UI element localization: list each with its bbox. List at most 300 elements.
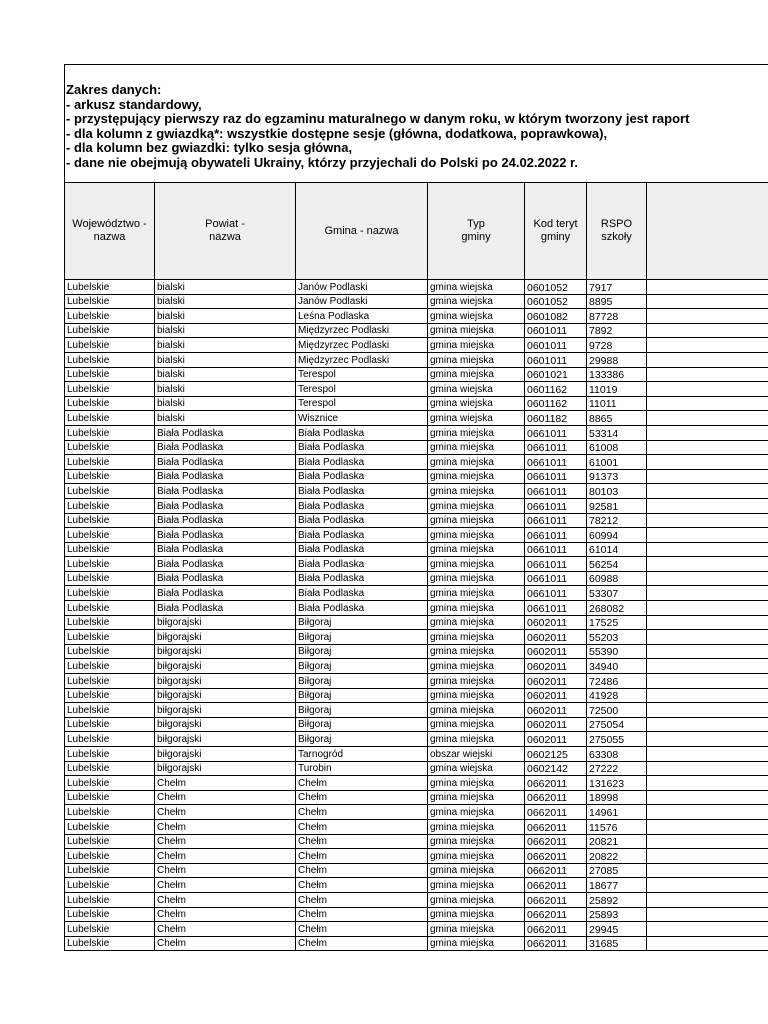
cell-kod-teryt: 0662011	[525, 834, 587, 849]
cell-wojewodztwo: Lubelskie	[65, 352, 155, 367]
cell-rspo: 18677	[587, 878, 647, 893]
cell-typ-gminy: gmina miejska	[428, 557, 525, 572]
cell-powiat: bialski	[155, 411, 296, 426]
cell-powiat: Biała Podlaska	[155, 601, 296, 616]
cell-powiat: biłgorajski	[155, 717, 296, 732]
cell-typ-gminy: gmina miejska	[428, 542, 525, 557]
cell-kod-teryt: 0601162	[525, 382, 587, 397]
cell-gmina: Chełm	[296, 863, 428, 878]
cell-gmina: Chełm	[296, 922, 428, 937]
cell-rspo: 60994	[587, 528, 647, 543]
cell-cut-off	[647, 280, 768, 295]
cell-cut-off	[647, 805, 768, 820]
cell-typ-gminy: gmina miejska	[428, 484, 525, 499]
cell-kod-teryt: 0661011	[525, 528, 587, 543]
cell-kod-teryt: 0602125	[525, 747, 587, 762]
cell-powiat: Biała Podlaska	[155, 586, 296, 601]
cell-cut-off	[647, 703, 768, 718]
cell-wojewodztwo: Lubelskie	[65, 819, 155, 834]
cell-kod-teryt: 0602011	[525, 630, 587, 645]
cell-gmina: Biłgoraj	[296, 717, 428, 732]
cell-powiat: Biała Podlaska	[155, 498, 296, 513]
table-row	[65, 352, 768, 367]
table-row	[65, 440, 768, 455]
table-row	[65, 484, 768, 499]
cell-cut-off	[647, 834, 768, 849]
cell-rspo: 27222	[587, 761, 647, 776]
cell-powiat: biłgorajski	[155, 644, 296, 659]
cell-kod-teryt: 0662011	[525, 819, 587, 834]
cell-cut-off	[647, 907, 768, 922]
cell-gmina: Wisznice	[296, 411, 428, 426]
cell-typ-gminy: gmina miejska	[428, 440, 525, 455]
cell-gmina: Janów Podlaski	[296, 280, 428, 295]
column-header-rspo	[587, 183, 647, 280]
cell-cut-off	[647, 513, 768, 528]
cell-powiat: Chełm	[155, 863, 296, 878]
cell-gmina: Terespol	[296, 382, 428, 397]
cell-powiat: Chełm	[155, 878, 296, 893]
cell-kod-teryt: 0661011	[525, 455, 587, 470]
table-row	[65, 849, 768, 864]
cell-typ-gminy: gmina miejska	[428, 805, 525, 820]
cell-typ-gminy: gmina miejska	[428, 892, 525, 907]
table-row	[65, 863, 768, 878]
cell-rspo: 25893	[587, 907, 647, 922]
table-row	[65, 571, 768, 586]
cell-wojewodztwo: Lubelskie	[65, 513, 155, 528]
cell-kod-teryt: 0601021	[525, 367, 587, 382]
table-row	[65, 498, 768, 513]
table-row	[65, 936, 768, 951]
table-row	[65, 790, 768, 805]
cell-powiat: bialski	[155, 382, 296, 397]
table-row	[65, 717, 768, 732]
cell-cut-off	[647, 717, 768, 732]
cell-cut-off	[647, 338, 768, 353]
cell-kod-teryt: 0601162	[525, 396, 587, 411]
cell-cut-off	[647, 747, 768, 762]
cell-cut-off	[647, 484, 768, 499]
table-row	[65, 819, 768, 834]
table-row	[65, 367, 768, 382]
cell-typ-gminy: gmina miejska	[428, 819, 525, 834]
cell-powiat: Biała Podlaska	[155, 440, 296, 455]
table-row	[65, 542, 768, 557]
cell-kod-teryt: 0661011	[525, 425, 587, 440]
cell-typ-gminy: gmina miejska	[428, 878, 525, 893]
column-header-cut-off	[647, 183, 768, 280]
cell-rspo: 7892	[587, 323, 647, 338]
cell-typ-gminy: gmina miejska	[428, 338, 525, 353]
cell-kod-teryt: 0662011	[525, 805, 587, 820]
column-header-label: Województwo - nazwa	[72, 218, 147, 243]
cell-kod-teryt: 0602011	[525, 674, 587, 689]
table-row	[65, 892, 768, 907]
table-row	[65, 382, 768, 397]
cell-rspo: 63308	[587, 747, 647, 762]
cell-wojewodztwo: Lubelskie	[65, 892, 155, 907]
cell-powiat: biłgorajski	[155, 747, 296, 762]
cell-wojewodztwo: Lubelskie	[65, 280, 155, 295]
cell-kod-teryt: 0661011	[525, 513, 587, 528]
cell-rspo: 11011	[587, 396, 647, 411]
cell-gmina: Biłgoraj	[296, 688, 428, 703]
table-row	[65, 280, 768, 295]
cell-gmina: Biłgoraj	[296, 674, 428, 689]
cell-powiat: Biała Podlaska	[155, 571, 296, 586]
cell-typ-gminy: gmina wiejska	[428, 382, 525, 397]
cell-typ-gminy: gmina miejska	[428, 644, 525, 659]
table-row	[65, 703, 768, 718]
cell-kod-teryt: 0661011	[525, 586, 587, 601]
cell-kod-teryt: 0602011	[525, 717, 587, 732]
cell-kod-teryt: 0601011	[525, 338, 587, 353]
cell-wojewodztwo: Lubelskie	[65, 586, 155, 601]
cell-rspo: 60988	[587, 571, 647, 586]
cell-powiat: bialski	[155, 323, 296, 338]
cell-cut-off	[647, 586, 768, 601]
cell-gmina: Biała Podlaska	[296, 469, 428, 484]
cell-wojewodztwo: Lubelskie	[65, 936, 155, 951]
column-header-label: Typ gminy	[461, 218, 491, 243]
table-row	[65, 338, 768, 353]
cell-typ-gminy: gmina miejska	[428, 790, 525, 805]
cell-kod-teryt: 0662011	[525, 776, 587, 791]
cell-rspo: 17525	[587, 615, 647, 630]
cell-gmina: Międzyrzec Podlaski	[296, 338, 428, 353]
cell-gmina: Turobin	[296, 761, 428, 776]
cell-gmina: Biała Podlaska	[296, 455, 428, 470]
cell-rspo: 8895	[587, 294, 647, 309]
cell-kod-teryt: 0661011	[525, 557, 587, 572]
cell-cut-off	[647, 732, 768, 747]
note-line: Zakres danych:	[66, 82, 162, 97]
cell-typ-gminy: gmina miejska	[428, 688, 525, 703]
cell-powiat: Chełm	[155, 892, 296, 907]
cell-powiat: Biała Podlaska	[155, 425, 296, 440]
cell-typ-gminy: gmina miejska	[428, 674, 525, 689]
cell-typ-gminy: gmina miejska	[428, 498, 525, 513]
cell-cut-off	[647, 352, 768, 367]
column-header-label: RSPO szkoły	[600, 218, 633, 243]
cell-kod-teryt: 0601082	[525, 309, 587, 324]
cell-gmina: Tarnogród	[296, 747, 428, 762]
table-row	[65, 513, 768, 528]
cell-rspo: 27085	[587, 863, 647, 878]
cell-rspo: 14961	[587, 805, 647, 820]
cell-powiat: biłgorajski	[155, 659, 296, 674]
cell-cut-off	[647, 849, 768, 864]
cell-powiat: Biała Podlaska	[155, 455, 296, 470]
table-row	[65, 411, 768, 426]
table-row	[65, 747, 768, 762]
cell-gmina: Leśna Podlaska	[296, 309, 428, 324]
cell-rspo: 268082	[587, 601, 647, 616]
cell-powiat: biłgorajski	[155, 630, 296, 645]
cell-rspo: 11576	[587, 819, 647, 834]
cell-typ-gminy: gmina miejska	[428, 571, 525, 586]
cell-powiat: bialski	[155, 309, 296, 324]
table-row	[65, 907, 768, 922]
cell-typ-gminy: gmina miejska	[428, 528, 525, 543]
cell-gmina: Biłgoraj	[296, 732, 428, 747]
cell-powiat: Biała Podlaska	[155, 484, 296, 499]
cell-kod-teryt: 0661011	[525, 601, 587, 616]
cell-wojewodztwo: Lubelskie	[65, 425, 155, 440]
table-row	[65, 396, 768, 411]
cell-powiat: biłgorajski	[155, 732, 296, 747]
cell-wojewodztwo: Lubelskie	[65, 907, 155, 922]
cell-wojewodztwo: Lubelskie	[65, 717, 155, 732]
column-header-wojewodztwo	[65, 183, 155, 280]
table-row	[65, 528, 768, 543]
cell-cut-off	[647, 382, 768, 397]
schools-table	[64, 182, 768, 951]
table-row	[65, 922, 768, 937]
cell-gmina: Biała Podlaska	[296, 586, 428, 601]
cell-rspo: 53307	[587, 586, 647, 601]
table-row	[65, 557, 768, 572]
cell-gmina: Biała Podlaska	[296, 571, 428, 586]
cell-gmina: Janów Podlaski	[296, 294, 428, 309]
table-header	[65, 183, 768, 280]
cell-rspo: 9728	[587, 338, 647, 353]
column-header-kod-teryt	[525, 183, 587, 280]
cell-gmina: Chełm	[296, 849, 428, 864]
cell-kod-teryt: 0601011	[525, 352, 587, 367]
cell-typ-gminy: gmina wiejska	[428, 411, 525, 426]
cell-cut-off	[647, 542, 768, 557]
cell-rspo: 20822	[587, 849, 647, 864]
table-row	[65, 425, 768, 440]
cell-rspo: 72500	[587, 703, 647, 718]
cell-wojewodztwo: Lubelskie	[65, 659, 155, 674]
cell-wojewodztwo: Lubelskie	[65, 309, 155, 324]
cell-typ-gminy: gmina miejska	[428, 717, 525, 732]
table-row	[65, 834, 768, 849]
cell-powiat: biłgorajski	[155, 703, 296, 718]
cell-gmina: Biała Podlaska	[296, 601, 428, 616]
table-row	[65, 776, 768, 791]
cell-cut-off	[647, 863, 768, 878]
cell-powiat: Chełm	[155, 849, 296, 864]
cell-gmina: Biała Podlaska	[296, 542, 428, 557]
cell-kod-teryt: 0602011	[525, 644, 587, 659]
table-row	[65, 674, 768, 689]
cell-gmina: Biłgoraj	[296, 630, 428, 645]
cell-wojewodztwo: Lubelskie	[65, 455, 155, 470]
cell-typ-gminy: gmina miejska	[428, 703, 525, 718]
table-row	[65, 615, 768, 630]
cell-rspo: 87728	[587, 309, 647, 324]
cell-typ-gminy: gmina miejska	[428, 425, 525, 440]
cell-kod-teryt: 0662011	[525, 907, 587, 922]
cell-wojewodztwo: Lubelskie	[65, 630, 155, 645]
cell-cut-off	[647, 294, 768, 309]
cell-typ-gminy: gmina miejska	[428, 601, 525, 616]
cell-cut-off	[647, 659, 768, 674]
cell-gmina: Chełm	[296, 878, 428, 893]
cell-typ-gminy: gmina miejska	[428, 469, 525, 484]
cell-kod-teryt: 0661011	[525, 498, 587, 513]
cell-rspo: 56254	[587, 557, 647, 572]
cell-powiat: Biała Podlaska	[155, 528, 296, 543]
cell-rspo: 80103	[587, 484, 647, 499]
cell-rspo: 78212	[587, 513, 647, 528]
cell-cut-off	[647, 630, 768, 645]
cell-wojewodztwo: Lubelskie	[65, 557, 155, 572]
table-row	[65, 732, 768, 747]
cell-gmina: Biłgoraj	[296, 659, 428, 674]
cell-wojewodztwo: Lubelskie	[65, 805, 155, 820]
cell-gmina: Terespol	[296, 396, 428, 411]
cell-cut-off	[647, 571, 768, 586]
table-row	[65, 294, 768, 309]
cell-typ-gminy: gmina miejska	[428, 323, 525, 338]
cell-typ-gminy: gmina wiejska	[428, 396, 525, 411]
cell-kod-teryt: 0661011	[525, 571, 587, 586]
table-row	[65, 878, 768, 893]
cell-wojewodztwo: Lubelskie	[65, 338, 155, 353]
column-header-label: Gmina - nazwa	[324, 224, 399, 237]
cell-gmina: Terespol	[296, 367, 428, 382]
cell-gmina: Biłgoraj	[296, 615, 428, 630]
cell-wojewodztwo: Lubelskie	[65, 674, 155, 689]
table-row	[65, 659, 768, 674]
table-row	[65, 630, 768, 645]
table-body	[65, 280, 768, 951]
cell-powiat: bialski	[155, 352, 296, 367]
cell-kod-teryt: 0662011	[525, 849, 587, 864]
cell-powiat: bialski	[155, 294, 296, 309]
cell-gmina: Biała Podlaska	[296, 513, 428, 528]
cell-wojewodztwo: Lubelskie	[65, 528, 155, 543]
cell-cut-off	[647, 790, 768, 805]
cell-typ-gminy: gmina miejska	[428, 513, 525, 528]
cell-rspo: 55203	[587, 630, 647, 645]
cell-powiat: bialski	[155, 338, 296, 353]
cell-cut-off	[647, 674, 768, 689]
cell-powiat: biłgorajski	[155, 674, 296, 689]
cell-rspo: 275055	[587, 732, 647, 747]
cell-cut-off	[647, 601, 768, 616]
cell-cut-off	[647, 323, 768, 338]
cell-cut-off	[647, 498, 768, 513]
cell-gmina: Biała Podlaska	[296, 498, 428, 513]
cell-typ-gminy: gmina miejska	[428, 455, 525, 470]
column-header-label: Kod teryt gminy	[533, 218, 578, 243]
cell-gmina: Chełm	[296, 776, 428, 791]
cell-cut-off	[647, 644, 768, 659]
cell-gmina: Chełm	[296, 907, 428, 922]
cell-rspo: 8865	[587, 411, 647, 426]
cell-wojewodztwo: Lubelskie	[65, 382, 155, 397]
table-row	[65, 805, 768, 820]
cell-rspo: 29988	[587, 352, 647, 367]
cell-cut-off	[647, 878, 768, 893]
cell-gmina: Biała Podlaska	[296, 440, 428, 455]
cell-gmina: Biała Podlaska	[296, 484, 428, 499]
note-line: - dla kolumn bez gwiazdki: tylko sesja główna,	[66, 140, 353, 156]
cell-cut-off	[647, 776, 768, 791]
cell-typ-gminy: gmina miejska	[428, 367, 525, 382]
cell-kod-teryt: 0602011	[525, 615, 587, 630]
cell-powiat: biłgorajski	[155, 761, 296, 776]
cell-gmina: Międzyrzec Podlaski	[296, 323, 428, 338]
cell-wojewodztwo: Lubelskie	[65, 615, 155, 630]
cell-cut-off	[647, 557, 768, 572]
cell-kod-teryt: 0602011	[525, 732, 587, 747]
column-header-label: Powiat - nazwa	[205, 218, 245, 243]
cell-powiat: Chełm	[155, 907, 296, 922]
column-header-typ-gminy	[428, 183, 525, 280]
cell-rspo: 61001	[587, 455, 647, 470]
cell-wojewodztwo: Lubelskie	[65, 411, 155, 426]
cell-cut-off	[647, 367, 768, 382]
cell-rspo: 131623	[587, 776, 647, 791]
cell-typ-gminy: gmina wiejska	[428, 280, 525, 295]
cell-rspo: 72486	[587, 674, 647, 689]
cell-kod-teryt: 0662011	[525, 790, 587, 805]
cell-kod-teryt: 0661011	[525, 440, 587, 455]
cell-cut-off	[647, 411, 768, 426]
cell-powiat: Chełm	[155, 776, 296, 791]
cell-kod-teryt: 0601011	[525, 323, 587, 338]
cell-rspo: 41928	[587, 688, 647, 703]
cell-rspo: 7917	[587, 280, 647, 295]
cell-rspo: 25892	[587, 892, 647, 907]
cell-wojewodztwo: Lubelskie	[65, 863, 155, 878]
cell-kod-teryt: 0602011	[525, 659, 587, 674]
cell-powiat: Biała Podlaska	[155, 542, 296, 557]
cell-wojewodztwo: Lubelskie	[65, 323, 155, 338]
cell-gmina: Chełm	[296, 936, 428, 951]
cell-cut-off	[647, 761, 768, 776]
cell-wojewodztwo: Lubelskie	[65, 367, 155, 382]
cell-wojewodztwo: Lubelskie	[65, 469, 155, 484]
cell-wojewodztwo: Lubelskie	[65, 922, 155, 937]
data-scope-notes	[64, 64, 768, 182]
cell-kod-teryt: 0662011	[525, 922, 587, 937]
cell-cut-off	[647, 425, 768, 440]
cell-wojewodztwo: Lubelskie	[65, 498, 155, 513]
note-line: - dane nie obejmują obywateli Ukrainy, którzy przyjechali do Polski po 24.02.2022 r.	[66, 154, 578, 170]
table-row	[65, 601, 768, 616]
cell-cut-off	[647, 688, 768, 703]
cell-wojewodztwo: Lubelskie	[65, 878, 155, 893]
cell-typ-gminy: gmina miejska	[428, 834, 525, 849]
cell-gmina: Chełm	[296, 892, 428, 907]
cell-powiat: Biała Podlaska	[155, 469, 296, 484]
cell-cut-off	[647, 922, 768, 937]
cell-rspo: 61014	[587, 542, 647, 557]
cell-wojewodztwo: Lubelskie	[65, 732, 155, 747]
header-row	[65, 183, 768, 280]
cell-rspo: 92581	[587, 498, 647, 513]
cell-typ-gminy: gmina miejska	[428, 630, 525, 645]
cell-kod-teryt: 0601052	[525, 280, 587, 295]
cell-rspo: 31685	[587, 936, 647, 951]
cell-cut-off	[647, 309, 768, 324]
cell-cut-off	[647, 440, 768, 455]
cell-cut-off	[647, 396, 768, 411]
cell-powiat: bialski	[155, 367, 296, 382]
cell-rspo: 20821	[587, 834, 647, 849]
cell-wojewodztwo: Lubelskie	[65, 761, 155, 776]
table-row	[65, 586, 768, 601]
table-row	[65, 323, 768, 338]
